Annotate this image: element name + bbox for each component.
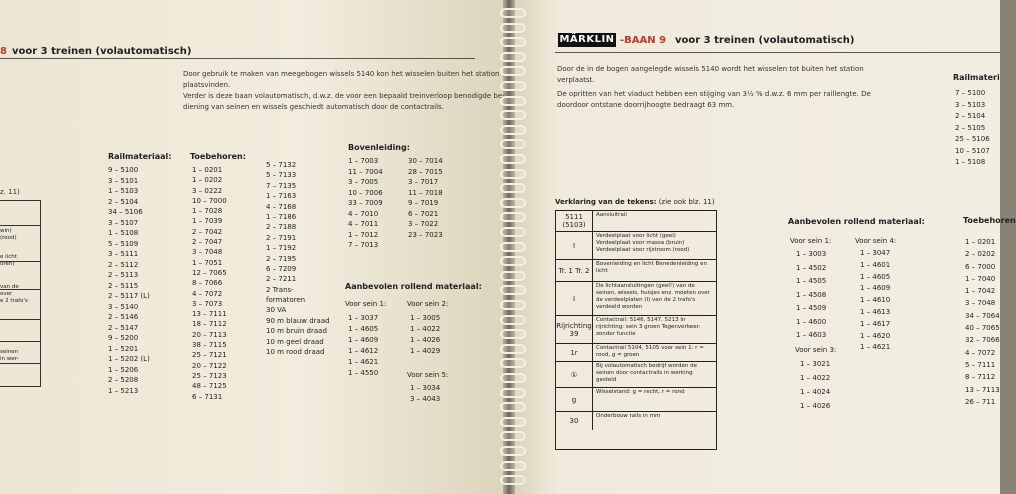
legend-symbol: 5111 (5103) <box>556 211 593 231</box>
legend-text: Wisselstand: g = recht, r = rond <box>596 389 685 395</box>
list-item: 13 – 7111 <box>192 310 227 319</box>
list-item: 1 – 4609 <box>348 336 379 344</box>
legend-title-line <box>555 198 715 206</box>
list-item: 1 – 7051 <box>192 258 223 267</box>
right-intro-2: verplaatst. <box>557 76 595 84</box>
legend-symbol: Rijrichting 39 <box>556 316 593 344</box>
list-item: 6 – 7209 <box>266 264 297 273</box>
list-item: 1 – 4022 <box>410 325 441 333</box>
list-item: 10 m geel draad <box>266 337 324 346</box>
binding-ring <box>500 37 526 47</box>
list-item: 6 – 7000 <box>965 262 996 271</box>
binding-ring <box>500 344 526 354</box>
right-sein4-list <box>860 248 890 354</box>
legend-text: Aansluitrail <box>596 212 627 218</box>
legend-text: Contactrail 5104, 5105 voor sein 1: r = rood, g = groen <box>596 345 704 358</box>
list-item: 2 – 5113 <box>108 271 139 279</box>
stub-text-list: win) (rood) e licht oren) van de over e 2 trafo's seinen in wer- <box>0 228 28 362</box>
list-item: 2 – 7191 <box>266 233 297 242</box>
list-item: 1 – 5202 (L) <box>108 355 150 363</box>
right-sein3-label: Voor sein 3: <box>795 346 837 354</box>
list-item: 3 – 0222 <box>192 186 223 195</box>
list-item: 3 – 4043 <box>410 395 441 403</box>
list-item: 9 – 7019 <box>408 199 439 207</box>
list-item: 1 – 4505 <box>796 277 827 285</box>
list-item: 2 – 0202 <box>965 250 996 259</box>
binding-ring <box>500 431 526 441</box>
list-item: 25 – 7123 <box>192 371 227 380</box>
list-item: 1 – 4605 <box>348 325 379 333</box>
list-item: 30 – 7014 <box>408 157 443 165</box>
binding-ring <box>500 66 526 76</box>
legend-row <box>556 259 716 282</box>
legend-symbol: g <box>556 388 593 412</box>
list-item: 1 – 4613 <box>860 307 891 316</box>
binding-ring <box>500 461 526 471</box>
list-item: 2 – 7047 <box>192 238 223 247</box>
list-item: 7 – 7013 <box>348 241 379 249</box>
list-item: 2 – 5104 <box>955 112 986 120</box>
list-item: 1 – 0201 <box>192 166 223 174</box>
list-item: 3 – 7048 <box>965 299 996 308</box>
list-item: 1 – 3034 <box>410 384 441 392</box>
list-item: 18 – 7112 <box>192 320 227 329</box>
list-item: formatoren <box>266 296 306 305</box>
list-item: 34 – 7064 <box>965 311 1000 320</box>
list-item: 2 – 5104 <box>108 197 139 206</box>
legend-row <box>556 211 716 231</box>
list-item: 1 – 5213 <box>108 386 139 395</box>
list-item: 38 – 7115 <box>192 341 227 350</box>
list-item: 2 – 7188 <box>266 223 297 232</box>
list-item: 4 – 7011 <box>348 220 379 228</box>
right-intro-3: De opritten van het viaduct hebben een stijging van 3½ % d.w.z. 6 mm per raillengte. De <box>557 90 871 98</box>
binding-ring <box>500 8 526 18</box>
list-item: 10 m bruin draad <box>266 327 327 336</box>
left-sein1-list <box>348 313 378 379</box>
binding-ring <box>500 125 526 135</box>
list-item: 10 m rood draad <box>266 348 325 357</box>
list-item: 1 – 7003 <box>348 157 379 165</box>
left-sein5-list <box>410 383 440 405</box>
binding-ring <box>500 373 526 383</box>
list-item: 1 – 7039 <box>192 217 223 226</box>
list-item: 25 – 7121 <box>192 351 227 360</box>
list-item: 3 – 7048 <box>192 248 223 257</box>
left-extra-toebehoren-list <box>266 160 330 357</box>
list-item: 12 – 7065 <box>192 268 227 277</box>
list-item: 28 – 7015 <box>408 167 443 176</box>
list-item: 10 – 7006 <box>348 188 383 197</box>
left-bovenleiding-list-b <box>408 156 443 240</box>
list-item: 1 – 4600 <box>796 317 827 326</box>
right-toebehoren-heading: Toebehoren <box>963 216 1016 225</box>
list-item: 6 – 7131 <box>192 392 223 401</box>
right-intro-1: Door de in de bogen aangelegde wissels 5140 wordt het wisselen tot buiten het station <box>557 65 864 73</box>
list-item: 11 – 7004 <box>348 167 383 176</box>
list-item: 5 – 7132 <box>266 161 297 169</box>
list-item: 1 – 7040 <box>965 274 996 283</box>
list-item: 1 – 4612 <box>348 347 379 355</box>
list-item: 1 – 5206 <box>108 365 139 374</box>
binding-ring <box>500 446 526 456</box>
list-item: 7 – 7135 <box>266 181 297 190</box>
list-item: 10 – 7000 <box>192 196 227 205</box>
right-sein4-label: Voor sein 4: <box>855 237 897 245</box>
list-item: 3 – 7022 <box>408 220 439 228</box>
list-item: 2 – 5105 <box>955 123 986 132</box>
list-item: 3 – 5103 <box>955 100 986 109</box>
right-railmateriaal-list <box>955 88 990 169</box>
right-sein1-list <box>796 248 826 343</box>
binding-ring <box>500 169 526 179</box>
left-intro-3: Verder is deze baan volautomatisch, d.w.z. de voor een bepaald treinverloop benodigde be- <box>183 92 505 100</box>
list-item: 7 – 5100 <box>955 89 986 97</box>
legend-row <box>556 343 716 362</box>
left-railmateriaal-heading: Railmateriaal: <box>108 152 172 161</box>
list-item: 26 – 711 <box>965 397 996 406</box>
list-item: 4 – 7072 <box>965 348 996 357</box>
list-item: 4 – 7168 <box>266 202 297 211</box>
binding-ring <box>500 402 526 412</box>
list-item: 3 – 5107 <box>108 218 139 227</box>
list-item: 5 – 7133 <box>266 171 297 180</box>
list-item: 90 m blauw draad <box>266 316 330 325</box>
legend-row <box>556 315 716 344</box>
list-item: 3 – 7073 <box>192 299 223 308</box>
list-item: 1 – 7028 <box>192 207 223 216</box>
binding-ring <box>500 315 526 325</box>
list-item: 1 – 3037 <box>348 314 379 322</box>
list-item: 1 – 4621 <box>348 358 379 366</box>
list-item: 1 – 7192 <box>266 244 297 253</box>
list-item: 1 – 4026 <box>800 402 831 410</box>
list-item: 1 – 4621 <box>860 343 891 352</box>
legend-text: Contactrail: 5146, 5147, 5213 In rijrichting: sein 3 groen Tegenverkeer: zonder functie <box>596 317 701 337</box>
left-toebehoren-heading: Toebehoren: <box>190 152 246 161</box>
list-item: 40 – 7065 <box>965 324 1000 333</box>
left-title-rule <box>0 58 475 59</box>
binding-ring <box>500 300 526 310</box>
list-item: 2 – 7195 <box>266 254 297 263</box>
legend-table <box>555 210 717 450</box>
binding-ring <box>500 242 526 252</box>
list-item: 1 – 4620 <box>860 331 891 340</box>
list-item: 32 – 7066 <box>965 336 1000 345</box>
list-item: 11 – 7018 <box>408 188 443 197</box>
legend-symbol: Tr. 1 Tr. 2 <box>556 260 593 282</box>
left-sein2-label: Voor sein 2: <box>407 300 449 308</box>
list-item: 9 – 5100 <box>108 166 139 174</box>
binding-ring <box>500 23 526 33</box>
list-item: 5 – 7111 <box>965 360 996 369</box>
list-item: 23 – 7023 <box>408 230 443 239</box>
list-item: 1 – 0201 <box>965 238 996 246</box>
list-item: 34 – 5106 <box>108 208 143 216</box>
binding-ring <box>500 212 526 222</box>
list-item: 1 – 5108 <box>955 158 986 166</box>
list-item: 1 – 3003 <box>796 250 827 258</box>
binding-ring <box>500 52 526 62</box>
list-item: 2 – 5117 (L) <box>108 292 150 300</box>
list-item: 8 – 7066 <box>192 279 223 288</box>
right-intro-4: doordoor ontstane doorrijhoogte bedraagt 63 mm. <box>557 101 735 109</box>
binding-ring <box>500 81 526 91</box>
list-item: 1 – 4026 <box>410 336 441 344</box>
binding-ring <box>500 139 526 149</box>
list-item: 48 – 7125 <box>192 382 227 391</box>
list-item: 1 – 5103 <box>108 187 139 195</box>
list-item: 1 – 3047 <box>860 249 891 257</box>
list-item: 30 VA <box>266 306 287 315</box>
list-item: 10 – 5107 <box>955 146 990 155</box>
legend-row <box>556 231 716 260</box>
list-item: 1 – 4603 <box>796 331 827 339</box>
list-item: 1 – 4509 <box>796 304 827 312</box>
list-item: 1 – 3005 <box>410 314 441 322</box>
list-item: 8 – 7112 <box>965 373 996 382</box>
left-intro-4: diening van seinen en wissels geschiedt automatisch door de contactrails. <box>183 103 444 111</box>
legend-text: Bij volautomatisch bedrijf worden de seinen door contactrails in werking gesteld <box>596 363 698 383</box>
list-item: 1 – 7042 <box>965 287 996 296</box>
list-item: 2 – 5112 <box>108 260 139 269</box>
list-item: 4 – 7010 <box>348 209 379 218</box>
left-rollend-heading: Aanbevolen rollend materiaal: <box>345 282 482 291</box>
binding-ring <box>500 285 526 295</box>
left-bovenleiding-heading: Bovenleiding: <box>348 143 410 152</box>
list-item: 6 – 7021 <box>408 209 439 218</box>
list-item: 1 – 4550 <box>348 369 379 377</box>
binding-ring <box>500 154 526 164</box>
left-sein5-label: Voor sein 5: <box>407 371 449 379</box>
right-title-rule <box>555 52 1000 53</box>
list-item: 20 – 7113 <box>192 330 227 339</box>
binding-ring <box>500 358 526 368</box>
list-item: 1 – 4609 <box>860 284 891 293</box>
legend-symbol: 1r <box>556 344 593 362</box>
legend-row <box>556 281 716 316</box>
list-item: 2 – 7042 <box>192 227 223 236</box>
left-intro-1: Door gebruik te maken van meegebogen wissels 5140 kon het wisselen buiten het station <box>183 70 500 78</box>
right-page-title: voor 3 treinen (volautomatisch) <box>675 35 855 46</box>
right-sein3-list <box>800 357 830 413</box>
binding-ring <box>500 388 526 398</box>
legend-text: Bovenleiding en licht Benedenleiding en licht <box>596 261 707 274</box>
legend-row <box>556 387 716 412</box>
list-item: 1 – 7163 <box>266 192 297 201</box>
list-item: 2 – 5146 <box>108 313 139 321</box>
left-bovenleiding-list-a <box>348 156 383 251</box>
list-item: 20 – 7122 <box>192 361 227 370</box>
list-item: 1 – 4605 <box>860 272 891 281</box>
list-item: 1 – 7186 <box>266 212 297 221</box>
list-item: 1 – 4617 <box>860 319 891 328</box>
binding-ring <box>500 256 526 266</box>
binding-ring <box>500 110 526 120</box>
list-item: 25 – 5106 <box>955 135 990 143</box>
list-item: 1 – 4502 <box>796 263 827 272</box>
legend-note: (zie ook blz. 11) <box>658 198 715 206</box>
binding-ring <box>500 417 526 427</box>
list-item: 4 – 7072 <box>192 289 223 298</box>
legend-text: De lichtaansluitingen (geel!) van de seinen, wissels, huisjes enz. moeten over de verdeelplaten (I) van de 2 trafo's verdeeld worden <box>596 283 710 310</box>
list-item: 1 – 4022 <box>800 374 831 382</box>
list-item: 2 – 5208 <box>108 376 139 384</box>
binding-ring <box>500 271 526 281</box>
marklin-logo: MÄRKLIN <box>559 34 615 45</box>
list-item: 1 – 4601 <box>860 260 891 269</box>
list-item: 1 – 4029 <box>410 347 441 355</box>
list-item: 1 – 5201 <box>108 344 139 353</box>
list-item: 1 – 4508 <box>796 290 827 299</box>
right-baan-number: -BAAN 9 <box>620 35 667 46</box>
right-toebehoren-list <box>965 236 1000 408</box>
list-item: 3 – 5140 <box>108 302 139 311</box>
legend-symbol: I <box>556 282 593 316</box>
legend-symbol: 30 <box>556 412 593 430</box>
left-page-title: voor 3 treinen (volautomatisch) <box>12 46 192 57</box>
list-item: 1 – 3021 <box>800 360 831 368</box>
legend-row <box>556 361 716 388</box>
left-sein1-label: Voor sein 1: <box>345 300 387 308</box>
legend-title: Verklaring van de tekens: <box>555 198 657 206</box>
left-stub-label: z. 11) <box>0 188 20 196</box>
right-sein1-label: Voor sein 1: <box>790 237 832 245</box>
binding-ring <box>500 183 526 193</box>
list-item: 13 – 7113 <box>965 385 1000 394</box>
legend-row <box>556 411 716 430</box>
list-item: 1 – 0202 <box>192 176 223 185</box>
list-item: 1 – 4610 <box>860 296 891 305</box>
list-item: 1 – 5108 <box>108 229 139 237</box>
left-sein2-list <box>410 313 440 357</box>
list-item: 33 – 7009 <box>348 199 383 207</box>
list-item: 5 – 5109 <box>108 239 139 248</box>
left-page-number: 8 <box>0 46 7 57</box>
right-railmateriaal-heading: Railmateri <box>953 73 1000 82</box>
list-item: 2 – 5147 <box>108 323 139 332</box>
right-rollend-heading: Aanbevolen rollend materiaal: <box>788 217 925 226</box>
list-item: 3 – 5111 <box>108 250 139 258</box>
left-toebehoren-list <box>192 165 227 402</box>
left-railmateriaal-list <box>108 165 150 396</box>
binding-ring <box>500 227 526 237</box>
list-item: 3 – 5101 <box>108 176 139 185</box>
list-item: 3 – 7017 <box>408 178 439 186</box>
list-item: 1 – 7012 <box>348 230 379 239</box>
binding-ring <box>500 329 526 339</box>
list-item: 1 – 4024 <box>800 388 831 396</box>
legend-symbol: ① <box>556 362 593 388</box>
list-item: 3 – 7005 <box>348 178 379 186</box>
left-intro-2: plaatsvinden. <box>183 81 231 89</box>
binding-ring <box>500 198 526 208</box>
list-item: 9 – 5200 <box>108 334 139 342</box>
legend-symbol: I <box>556 232 593 260</box>
list-item: 2 – 7211 <box>266 275 297 284</box>
legend-text: Verdeelplaat voor licht (geel) Verdeelplaat voor massa (bruin) Verdeelplaat voor rijstroom (rood) <box>596 233 690 253</box>
list-item: 2 – 5115 <box>108 281 139 290</box>
legend-text: Onderbouw rails in mm <box>596 413 661 419</box>
list-item: 2 Trans- <box>266 285 294 294</box>
binding-ring <box>500 475 526 485</box>
